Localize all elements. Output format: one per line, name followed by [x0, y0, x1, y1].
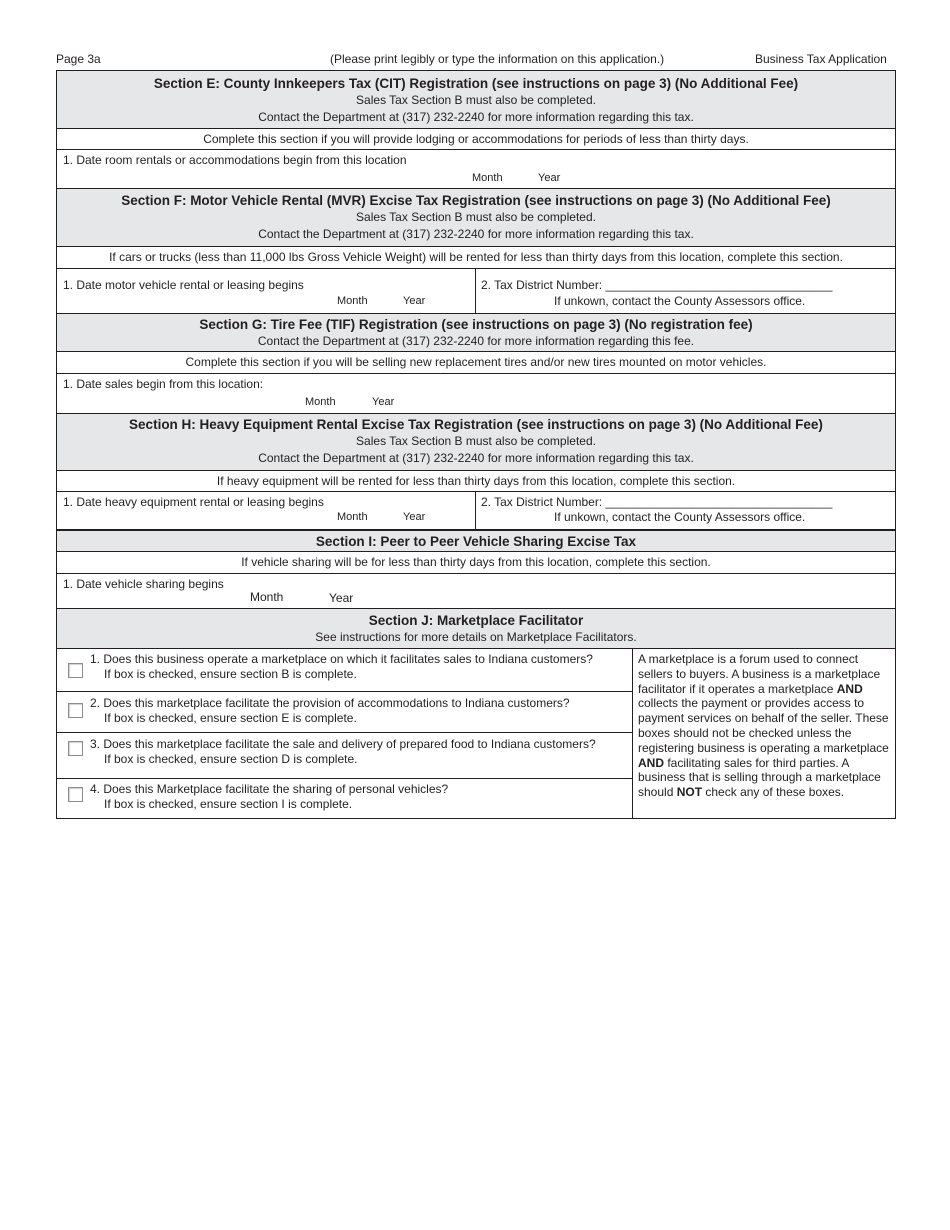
section-j-header: [57, 609, 895, 649]
section-h-district-label: 2. Tax District Number: __________________________________: [481, 495, 833, 509]
question-row: [57, 649, 632, 692]
prepared-food-checkbox[interactable]: [68, 741, 83, 756]
section-f-district-help: If unkown, contact the County Assessors office.: [554, 294, 806, 308]
question-text: 1. Does this business operate a marketplace on which it facilitates sales to Indiana customers?: [90, 652, 593, 666]
question-help: If box is checked, ensure section D is complete.: [104, 752, 358, 766]
section-i-note: If vehicle sharing will be for less than thirty days from this location, complete this section.: [57, 552, 895, 574]
section-g-note: Complete this section if you will be selling new replacement tires and/or new tires mounted on motor vehicles.: [57, 352, 895, 374]
section-f-district-field[interactable]: [476, 269, 894, 313]
section-e-date-field[interactable]: [57, 150, 895, 189]
section-f-line2: Contact the Department at (317) 232-2240 for more information regarding this tax.: [258, 227, 694, 241]
section-h-district-help: If unkown, contact the County Assessors office.: [554, 510, 806, 524]
section-f-header: [57, 189, 895, 247]
question-row: [57, 779, 632, 818]
section-e-header: [57, 71, 895, 129]
page-number: Page 3a: [56, 52, 101, 66]
section-f-district-label: 2. Tax District Number: __________________________________: [481, 278, 833, 292]
month-label: Month: [337, 511, 368, 523]
section-e-title: Section E: County Innkeepers Tax (CIT) Registration (see instructions on page 3) (No Additional Fee): [153, 76, 799, 91]
question-text: 2. Does this marketplace facilitate the provision of accommodations to Indiana customers?: [90, 696, 570, 710]
question-row: [57, 733, 632, 779]
section-e-line2: Contact the Department at (317) 232-2240 for more information regarding this tax.: [258, 110, 694, 124]
vehicle-sharing-checkbox[interactable]: [68, 787, 83, 802]
question-help: If box is checked, ensure section E is complete.: [104, 711, 357, 725]
section-f-note: If cars or trucks (less than 11,000 lbs Gross Vehicle Weight) will be rented for less than thirty days from this location, complete this section.: [57, 247, 895, 269]
section-j-questions: [57, 649, 633, 818]
section-g-header: [57, 314, 895, 352]
section-f-date-label: 1. Date motor vehicle rental or leasing begins: [63, 278, 304, 292]
section-g-date-label: 1. Date sales begin from this location:: [63, 377, 264, 391]
section-h-title: Section H: Heavy Equipment Rental Excise Tax Registration (see instructions on page 3) (No Additional Fee): [129, 417, 823, 432]
question-text: 3. Does this marketplace facilitate the sale and delivery of prepared food to Indiana customers?: [90, 737, 596, 751]
section-g-line1: Contact the Department at (317) 232-2240 for more information regarding this fee.: [257, 334, 695, 348]
section-i-title: Section I: Peer to Peer Vehicle Sharing Excise Tax: [315, 534, 637, 549]
marketplace-info-box: [633, 649, 894, 818]
accommodations-checkbox[interactable]: [68, 703, 83, 718]
section-f-title: Section F: Motor Vehicle Rental (MVR) Excise Tax Registration (see instructions on page 3) (No Additional Fee): [121, 193, 831, 208]
section-j-line1: See instructions for more details on Marketplace Facilitators.: [315, 630, 637, 644]
section-h-note: If heavy equipment will be rented for less than thirty days from this location, complete this section.: [57, 471, 895, 492]
form-name: Business Tax Application: [755, 52, 887, 66]
year-label: Year: [403, 511, 426, 523]
section-e-note: Complete this section if you will provide lodging or accommodations for periods of less than thirty days.: [57, 129, 895, 150]
month-label: Month: [250, 590, 284, 604]
section-e-line1: Sales Tax Section B must also be completed.: [356, 93, 596, 107]
year-label: Year: [372, 396, 395, 408]
year-label: Year: [329, 591, 354, 605]
section-h-district-field[interactable]: [476, 492, 894, 529]
month-label: Month: [305, 396, 336, 408]
year-label: Year: [538, 172, 561, 184]
section-i-date-label: 1. Date vehicle sharing begins: [63, 577, 224, 591]
section-e-date-label: 1. Date room rentals or accommodations begin from this location: [63, 153, 407, 167]
section-h-line2: Contact the Department at (317) 232-2240 for more information regarding this tax.: [258, 451, 694, 465]
question-help: If box is checked, ensure section B is complete.: [104, 667, 357, 681]
section-j-title: Section J: Marketplace Facilitator: [368, 613, 584, 628]
print-instruction: (Please print legibly or type the information on this application.): [330, 52, 665, 66]
section-f-line1: Sales Tax Section B must also be completed.: [356, 210, 596, 224]
section-i-date-field[interactable]: [57, 574, 895, 609]
section-h-date-field[interactable]: [57, 492, 476, 529]
section-j-body: [57, 649, 895, 818]
section-f-fields: [57, 269, 895, 314]
section-g-date-field[interactable]: [57, 374, 895, 414]
section-h-date-label: 1. Date heavy equipment rental or leasing begins: [63, 495, 324, 509]
marketplace-sales-checkbox[interactable]: [68, 663, 83, 678]
month-label: Month: [472, 172, 503, 184]
tax-application-form: [56, 70, 896, 819]
month-label: Month: [337, 295, 368, 307]
question-help: If box is checked, ensure section I is complete.: [104, 797, 353, 811]
section-h-header: [57, 414, 895, 471]
section-h-fields: [57, 492, 895, 530]
question-text: 4. Does this Marketplace facilitate the sharing of personal vehicles?: [90, 782, 449, 796]
question-row: [57, 692, 632, 733]
section-g-title: Section G: Tire Fee (TIF) Registration (see instructions on page 3) (No registration fee): [199, 317, 753, 332]
section-f-date-field[interactable]: [57, 269, 476, 313]
year-label: Year: [403, 295, 426, 307]
marketplace-info-text: A marketplace is a forum used to connect sellers to buyers. A business is a marketplace facilitator if it operates a marketplace AND collects the payment or provides access to payment services on behalf of the seller. These boxes should not be checked unless the registering business is operating a marketplace AND facilitating sales for third parties. A business that is selling through a marketplace should NOT check any of these boxes.: [638, 652, 889, 800]
section-i-header: [57, 530, 895, 552]
section-h-line1: Sales Tax Section B must also be completed.: [356, 434, 596, 448]
